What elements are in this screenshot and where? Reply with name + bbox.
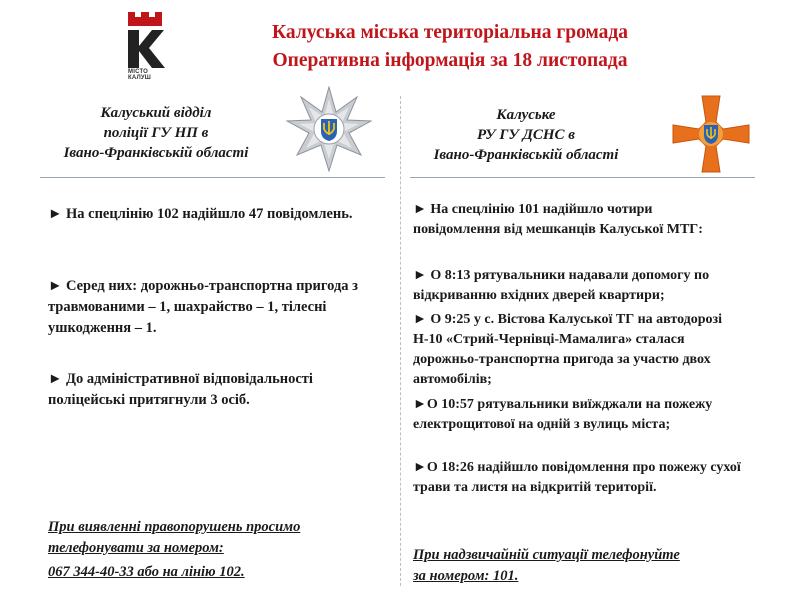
dsns-heading-line2: РУ ГУ ДСНС в	[477, 127, 575, 143]
police-heading-line2: поліції ГУ НП в	[103, 125, 209, 141]
dsns-heading-line3: Івано-Франківській області	[433, 147, 619, 163]
police-heading-line3: Івано-Франківській області	[63, 145, 249, 161]
logo-caption-line1: МІСТО	[128, 69, 149, 75]
dsns-bullet-3: ► О 9:25 у с. Вістова Калуської ТГ на автодорозі Н-10 «Стрий-Чернівці-Мамалига» сталася дорожньо-транспортна пригода за участю двох автомобілів;	[413, 312, 723, 387]
left-separator	[40, 177, 385, 178]
logo-caption-line2: КАЛУШ	[128, 75, 152, 81]
column-divider	[400, 96, 401, 586]
dsns-contact-footer	[413, 545, 753, 587]
police-heading	[40, 103, 272, 163]
dsns-footer-phone: за номером: 101.	[413, 568, 519, 584]
police-footer-line1: При виявленні правопорушень просимо	[48, 519, 301, 535]
page-title: Калуська міська територіальна громада	[272, 22, 628, 43]
police-bullet-1: ► На спецлінію 102 надійшло 47 повідомлень.	[48, 206, 353, 222]
police-heading-line1: Калуський відділ	[100, 105, 212, 121]
dsns-cross-emblem-icon	[670, 93, 752, 175]
police-footer-phone: 067 344-40-33 або на лінію 102.	[48, 564, 245, 580]
dsns-bullet-4: ►О 10:57 рятувальники виїжджали на пожежу електрощитової на одній з вулиць міста;	[413, 397, 713, 432]
logo-caption	[128, 69, 168, 81]
dsns-bullet-1: ► На спецлінію 101 надійшло чотири повідомлення від мешканців Калуської МТГ:	[413, 202, 703, 237]
dsns-bullet-2: ► О 8:13 рятувальники надавали допомогу по відкриванню вхідних дверей квартири;	[413, 268, 710, 303]
page-subtitle: Оперативна інформація за 18 листопада	[272, 50, 628, 71]
police-footer-line2: телефонувати за номером:	[48, 540, 224, 556]
police-bullet-2: ► Серед них: дорожньо-транспортна пригода з травмованими – 1, шахрайство – 1, тілесні ушкодження – 1.	[48, 278, 358, 336]
right-separator	[410, 177, 755, 178]
dsns-heading	[408, 105, 644, 165]
police-star-emblem-icon	[286, 86, 372, 172]
dsns-heading-line1: Калуське	[496, 107, 556, 123]
dsns-footer-line1: При надзвичайній ситуації телефонуйте	[413, 547, 680, 563]
police-contact-footer	[48, 517, 388, 583]
police-bullet-3: ► До адміністративної відповідальності поліцейські притягнули 3 осіб.	[48, 371, 313, 408]
dsns-bullet-5: ►О 18:26 надійшло повідомлення про пожежу сухої трави та листя на відкритій території.	[413, 460, 741, 495]
